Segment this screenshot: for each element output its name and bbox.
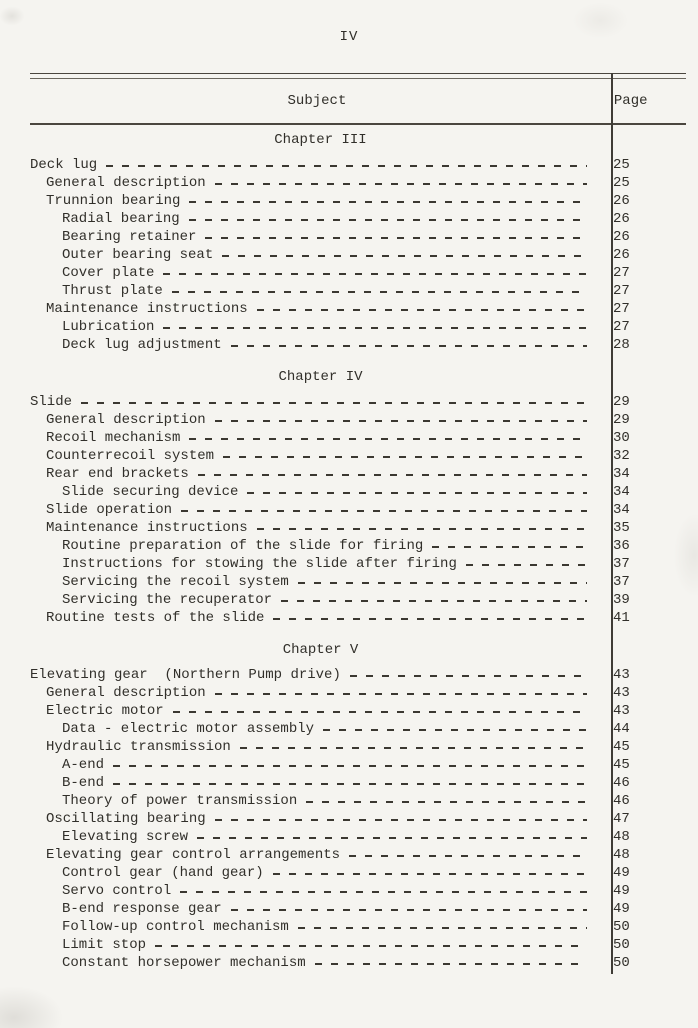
toc-entry (30, 336, 686, 354)
dash-leader (281, 591, 587, 609)
dash-leader (113, 774, 587, 792)
entry-label: Counterrecoil system (46, 448, 215, 464)
entry-page-number: 25 (613, 175, 630, 191)
entry-page-number: 35 (613, 520, 630, 536)
document-page (0, 28, 698, 1028)
entry-page-number: 26 (613, 229, 630, 245)
entry-label: Routine preparation of the slide for firing (62, 538, 424, 554)
chapter-heading: Chapter III (274, 132, 367, 148)
dash-leader (189, 429, 587, 447)
toc-entry (30, 555, 686, 573)
folio-page-number: IV (339, 29, 359, 45)
toc-entry (30, 318, 686, 336)
dash-leader (231, 900, 587, 918)
dash-leader (173, 702, 587, 720)
toc-entry (30, 192, 686, 210)
toc-table (30, 73, 686, 974)
table-header-row (30, 79, 686, 125)
entry-page-number: 30 (613, 430, 630, 446)
dash-leader (223, 447, 587, 465)
entry-page-number: 27 (613, 301, 630, 317)
entry-page-number: 50 (613, 937, 630, 953)
entry-label: Oscillating bearing (46, 811, 206, 827)
toc-entry (30, 393, 686, 411)
toc-entry (30, 537, 686, 555)
entry-label: General description (46, 175, 206, 191)
dash-leader (240, 738, 587, 756)
entry-label: Elevating screw (62, 829, 189, 845)
entry-page-number: 27 (613, 319, 630, 335)
entry-page-number: 29 (613, 412, 630, 428)
entry-label: Rear end brackets (46, 466, 189, 482)
entry-label: Deck lug adjustment (62, 337, 222, 353)
dash-leader (222, 246, 587, 264)
dash-leader (323, 720, 587, 738)
entry-page-number: 43 (613, 667, 630, 683)
entry-page-number: 47 (613, 811, 630, 827)
entry-page-number: 45 (613, 739, 630, 755)
entry-page-number: 50 (613, 919, 630, 935)
toc-body (30, 131, 686, 972)
toc-entry (30, 282, 686, 300)
entry-page-number: 41 (613, 610, 630, 626)
entry-label: Cover plate (62, 265, 155, 281)
entry-label: Servicing the recoil system (62, 574, 289, 590)
chapter-heading: Chapter IV (278, 369, 363, 385)
dash-leader (215, 174, 587, 192)
entry-label: Electric motor (46, 703, 164, 719)
entry-page-number: 46 (613, 775, 630, 791)
entry-label: Elevating gear (Northern Pump drive) (30, 667, 341, 683)
toc-entry (30, 246, 686, 264)
entry-label: Theory of power transmission (62, 793, 298, 809)
toc-entry (30, 447, 686, 465)
entry-label: Bearing retainer (62, 229, 197, 245)
entry-page-number: 34 (613, 484, 630, 500)
dash-leader (306, 792, 587, 810)
entry-label: A-end (62, 757, 105, 773)
dash-leader (466, 555, 587, 573)
entry-label: Servicing the recuperator (62, 592, 273, 608)
toc-entry (30, 936, 686, 954)
toc-entry (30, 774, 686, 792)
dash-leader (350, 666, 587, 684)
entry-label: Limit stop (62, 937, 147, 953)
entry-page-number: 44 (613, 721, 630, 737)
dash-leader (273, 609, 587, 627)
dash-leader (205, 228, 587, 246)
entry-label: B-end (62, 775, 105, 791)
toc-entry (30, 900, 686, 918)
dash-leader (432, 537, 587, 555)
toc-entry (30, 882, 686, 900)
entry-page-number: 26 (613, 193, 630, 209)
dash-leader (298, 573, 587, 591)
entry-label: Maintenance instructions (46, 520, 248, 536)
entry-page-number: 29 (613, 394, 630, 410)
entry-page-number: 50 (613, 955, 630, 971)
dash-leader (349, 846, 587, 864)
entry-label: Slide operation (46, 502, 173, 518)
entry-page-number: 43 (613, 685, 630, 701)
entry-page-number: 28 (613, 337, 630, 353)
dash-leader (81, 393, 587, 411)
entry-page-number: 34 (613, 466, 630, 482)
toc-entry (30, 519, 686, 537)
dash-leader (172, 282, 587, 300)
dash-leader (315, 954, 587, 972)
toc-entry (30, 411, 686, 429)
entry-label: Elevating gear control arrangements (46, 847, 341, 863)
dash-leader (163, 318, 587, 336)
column-divider-rule (611, 73, 613, 974)
dash-leader (163, 264, 587, 282)
entry-page-number: 45 (613, 757, 630, 773)
entry-page-number: 49 (613, 901, 630, 917)
dash-leader (247, 483, 587, 501)
dash-leader (215, 810, 587, 828)
entry-page-number: 39 (613, 592, 630, 608)
dash-leader (106, 156, 587, 174)
entry-page-number: 27 (613, 265, 630, 281)
toc-entry (30, 684, 686, 702)
toc-entry (30, 720, 686, 738)
entry-label: Constant horsepower mechanism (62, 955, 306, 971)
entry-label: Deck lug (30, 157, 98, 173)
toc-entry (30, 954, 686, 972)
entry-page-number: 48 (613, 829, 630, 845)
toc-entry (30, 609, 686, 627)
entry-label: Thrust plate (62, 283, 163, 299)
entry-label: Slide (30, 394, 73, 410)
entry-page-number: 26 (613, 247, 630, 263)
entry-label: Servo control (62, 883, 172, 899)
toc-entry (30, 666, 686, 684)
entry-label: Maintenance instructions (46, 301, 248, 317)
toc-entry (30, 756, 686, 774)
entry-label: Outer bearing seat (62, 247, 214, 263)
toc-entry (30, 828, 686, 846)
toc-entry (30, 864, 686, 882)
entry-label: Follow-up control mechanism (62, 919, 289, 935)
toc-entry (30, 228, 686, 246)
toc-entry (30, 573, 686, 591)
dash-leader (189, 192, 587, 210)
entry-page-number: 27 (613, 283, 630, 299)
dash-leader (198, 465, 587, 483)
dash-leader (231, 336, 587, 354)
entry-label: Lubrication (62, 319, 155, 335)
dash-leader (197, 828, 587, 846)
dash-leader (215, 411, 587, 429)
entry-page-number: 48 (613, 847, 630, 863)
entry-page-number: 34 (613, 502, 630, 518)
entry-page-number: 36 (613, 538, 630, 554)
entry-label: Routine tests of the slide (46, 610, 265, 626)
dash-leader (298, 918, 587, 936)
entry-label: Recoil mechanism (46, 430, 181, 446)
entry-page-number: 49 (613, 865, 630, 881)
entry-page-number: 37 (613, 556, 630, 572)
dash-leader (257, 519, 587, 537)
dash-leader (181, 501, 587, 519)
toc-entry (30, 792, 686, 810)
toc-entry (30, 429, 686, 447)
toc-entry (30, 501, 686, 519)
dash-leader (180, 882, 587, 900)
entry-page-number: 26 (613, 211, 630, 227)
entry-label: Instructions for stowing the slide after firing (62, 556, 457, 572)
toc-entry (30, 465, 686, 483)
toc-entry (30, 702, 686, 720)
toc-entry (30, 174, 686, 192)
entry-label: General description (46, 412, 206, 428)
entry-label: Data - electric motor assembly (62, 721, 315, 737)
toc-entry (30, 483, 686, 501)
toc-entry (30, 846, 686, 864)
toc-entry (30, 264, 686, 282)
toc-entry (30, 210, 686, 228)
entry-label: General description (46, 685, 206, 701)
chapter-heading: Chapter V (282, 642, 359, 658)
entry-page-number: 43 (613, 703, 630, 719)
toc-entry (30, 156, 686, 174)
toc-entry (30, 810, 686, 828)
dash-leader (273, 864, 587, 882)
toc-entry (30, 300, 686, 318)
dash-leader (189, 210, 587, 228)
subject-column-header: Subject (287, 93, 347, 109)
entry-label: B-end response gear (62, 901, 222, 917)
entry-page-number: 25 (613, 157, 630, 173)
toc-entry (30, 738, 686, 756)
entry-label: Control gear (hand gear) (62, 865, 264, 881)
dash-leader (257, 300, 587, 318)
entry-label: Slide securing device (62, 484, 239, 500)
dash-leader (113, 756, 587, 774)
entry-page-number: 32 (613, 448, 630, 464)
entry-page-number: 37 (613, 574, 630, 590)
toc-entry (30, 918, 686, 936)
entry-label: Hydraulic transmission (46, 739, 231, 755)
dash-leader (155, 936, 587, 954)
entry-label: Radial bearing (62, 211, 180, 227)
page-column-header: Page (613, 93, 648, 109)
entry-label: Trunnion bearing (46, 193, 181, 209)
entry-page-number: 46 (613, 793, 630, 809)
dash-leader (215, 684, 587, 702)
toc-entry (30, 591, 686, 609)
entry-page-number: 49 (613, 883, 630, 899)
